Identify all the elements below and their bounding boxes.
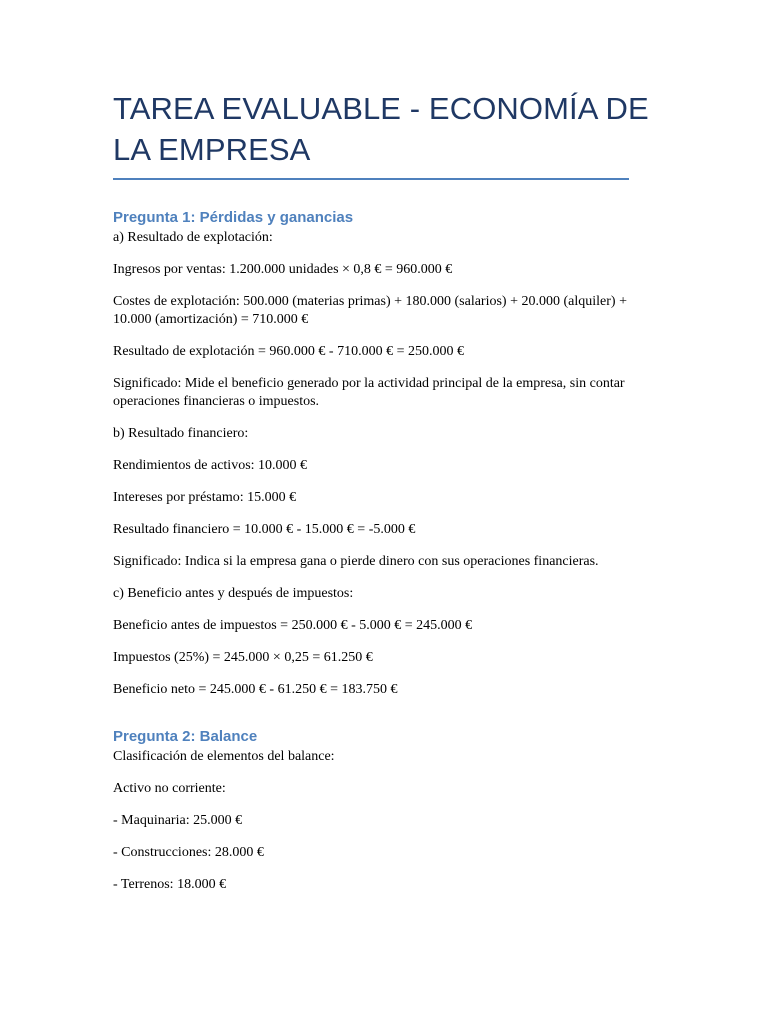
section-heading: Pregunta 2: Balance: [113, 728, 258, 745]
title-underline: [113, 178, 629, 180]
paragraph: Beneficio neto = 245.000 € - 61.250 € = 183.750 €: [113, 682, 398, 697]
paragraph: Costes de explotación: 500.000 (materias primas) + 180.000 (salarios) + 20.000 (alquiler) + 10.000 (amortización) = 710.000 €: [113, 294, 627, 327]
paragraph: b) Resultado financiero:: [113, 426, 249, 441]
paragraph: Beneficio antes de impuestos = 250.000 € - 5.000 € = 245.000 €: [113, 618, 473, 633]
document-page: [113, 88, 673, 908]
list-item: - Construcciones: 28.000 €: [113, 845, 264, 860]
paragraph: c) Beneficio antes y después de impuestos:: [113, 586, 354, 601]
paragraph: Resultado financiero = 10.000 € - 15.000 € = -5.000 €: [113, 522, 416, 537]
paragraph: Significado: Mide el beneficio generado por la actividad principal de la empresa, sin contar operaciones financieras o impuestos.: [113, 376, 625, 409]
paragraph: Significado: Indica si la empresa gana o pierde dinero con sus operaciones financieras.: [113, 554, 599, 569]
paragraph: Intereses por préstamo: 15.000 €: [113, 490, 297, 505]
paragraph: a) Resultado de explotación:: [113, 230, 273, 245]
section-heading: Pregunta 1: Pérdidas y ganancias: [113, 209, 354, 226]
paragraph: Impuestos (25%) = 245.000 × 0,25 = 61.250 €: [113, 650, 373, 665]
paragraph: Activo no corriente:: [113, 781, 226, 796]
paragraph: Resultado de explotación = 960.000 € - 710.000 € = 250.000 €: [113, 344, 464, 359]
section-pregunta-1: [113, 208, 673, 699]
paragraph: Clasificación de elementos del balance:: [113, 749, 335, 764]
list-item: - Maquinaria: 25.000 €: [113, 813, 243, 828]
paragraph: Ingresos por ventas: 1.200.000 unidades × 0,8 € = 960.000 €: [113, 262, 453, 277]
paragraph: Rendimientos de activos: 10.000 €: [113, 458, 308, 473]
section-pregunta-2: [113, 727, 673, 894]
document-title: TAREA EVALUABLE - ECONOMÍA DE LA EMPRESA: [113, 91, 649, 167]
list-item: - Terrenos: 18.000 €: [113, 877, 227, 892]
